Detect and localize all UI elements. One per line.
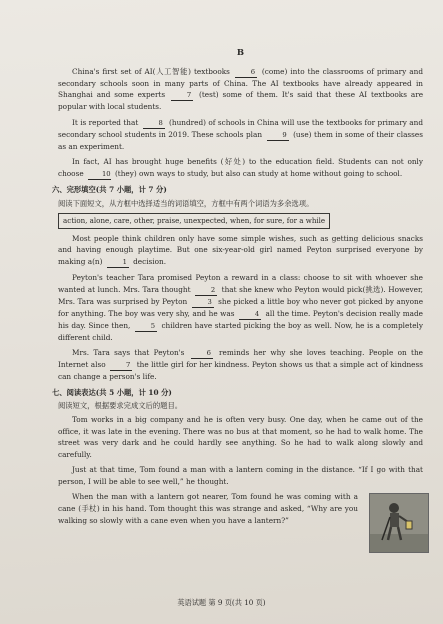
cloze-blank-1: 1 <box>107 258 129 268</box>
text: (hundred) of schools in China will use the textbooks for primary and secondary school students in 2019. These schools plan <box>58 117 423 139</box>
cloze-blank-5: 5 <box>135 322 157 332</box>
cloze-blank-4: 4 <box>239 310 261 320</box>
cloze-blank-7: 7 <box>110 361 132 371</box>
blank-7: 7 <box>171 91 193 101</box>
text: the little girl for her kindness. Peyton shows us that a simple act of kindness can change a person's life. <box>58 360 423 382</box>
cloze-blank-6: 6 <box>191 349 213 359</box>
man-with-lantern-illustration <box>369 493 429 553</box>
cloze-paragraph-1 <box>58 233 423 268</box>
cloze-blank-3: 3 <box>192 298 214 308</box>
blank-9: 9 <box>267 131 289 141</box>
text: that she knew who Peyton would pick(挑选). However, Mrs. Tara was surprised by Peyton <box>58 284 423 306</box>
reading-paragraph-3-wrap <box>58 491 423 526</box>
text: she picked a little boy who never got picked by anyone for anything. The boy was very shy, and he was <box>58 296 424 318</box>
text: (use) them in some of their classes as an experiment. <box>58 129 423 151</box>
blank-6: 6 <box>235 68 257 78</box>
text: (test) some of them. It's said that these AI textbooks are popular with local students. <box>58 90 424 112</box>
blank-10: 10 <box>88 170 111 180</box>
text: all the time. Peyton's decision really made his day. Since then, <box>58 308 423 330</box>
illustration-drawing <box>370 494 428 552</box>
text: China's first set of AI(人工智能) textbooks <box>72 66 230 76</box>
text: (come) into the classrooms of primary and secondary schools soon in many parts of China. The AI textbooks have already appeared in Shanghai and some experts <box>58 66 423 100</box>
reading-paragraph-1: Tom works in a big company and he is often very busy. One day, when he came out of the office, it was late in the evening. There was no bus at that moment, so he had to walk home. The street was very dark and he could hardly see anything. So he had to walk along slowly and carefully. <box>58 414 423 459</box>
blank-8: 8 <box>143 119 165 129</box>
cloze-paragraph-2 <box>58 272 423 343</box>
page-footer: 英语试题 第 9 页(共 10 页) <box>177 598 266 607</box>
text: Most people think children only have some simple wishes, such as getting delicious snacks and having enough playtime. But one six-year-old girl named Peyton surprised everyone by making a(n) <box>58 233 423 266</box>
section-b-title: B <box>236 48 245 58</box>
page-content <box>52 48 424 530</box>
passage1-paragraph-1 <box>58 66 423 113</box>
passage1-paragraph-2 <box>58 117 423 153</box>
text: It is reported that <box>72 117 139 127</box>
text: In fact, AI has brought huge benefits (好处) to the education field. Students can not only choose <box>58 157 423 178</box>
cloze-blank-2: 2 <box>195 286 217 296</box>
text: Peyton's teacher Tara promised Peyton a reward in a class: choose to sit with whoever she wanted at lunch. Mrs. Tara thought <box>58 272 423 294</box>
text: Mrs. Tara says that Peyton's <box>72 348 185 358</box>
word-box: action, alone, care, other, praise, unexpected, when, for sure, for a while <box>58 213 330 229</box>
section-6-instruction: 阅读下面短文，从方框中选择适当的词语填空，方框中有两个词语为多余选项。 <box>58 198 314 208</box>
section-7-heading: 七、阅读表达(共 5 小题，计 10 分) <box>52 387 172 397</box>
reading-paragraph-2: Just at that time, Tom found a man with a lantern coming in the distance. “If I go with that person, I will be able to see well,” he thought. <box>58 465 423 486</box>
passage1-paragraph-3 <box>58 156 423 180</box>
text: children have started picking the boy as well. Now, he is a completely different child. <box>58 320 424 342</box>
section-7-instruction: 阅读短文，根据要求完成文后的题目。 <box>58 401 183 411</box>
text: (they) own ways to study, but also can study at home without going to school. <box>114 168 403 178</box>
text: reminds her why she loves teaching. People on the Internet also <box>58 348 423 370</box>
text: decision. <box>133 256 167 266</box>
reading-paragraph-3: When the man with a lantern got nearer, Tom found he was coming with a cane (手杖) in his hand. Tom thought this was strange and asked, “Why are you walking so slowly with a cane even when you have a lantern?” <box>58 492 358 525</box>
section-6-heading: 六、完形填空(共 7 小题，计 7 分) <box>52 184 167 194</box>
cloze-paragraph-3 <box>58 347 423 383</box>
